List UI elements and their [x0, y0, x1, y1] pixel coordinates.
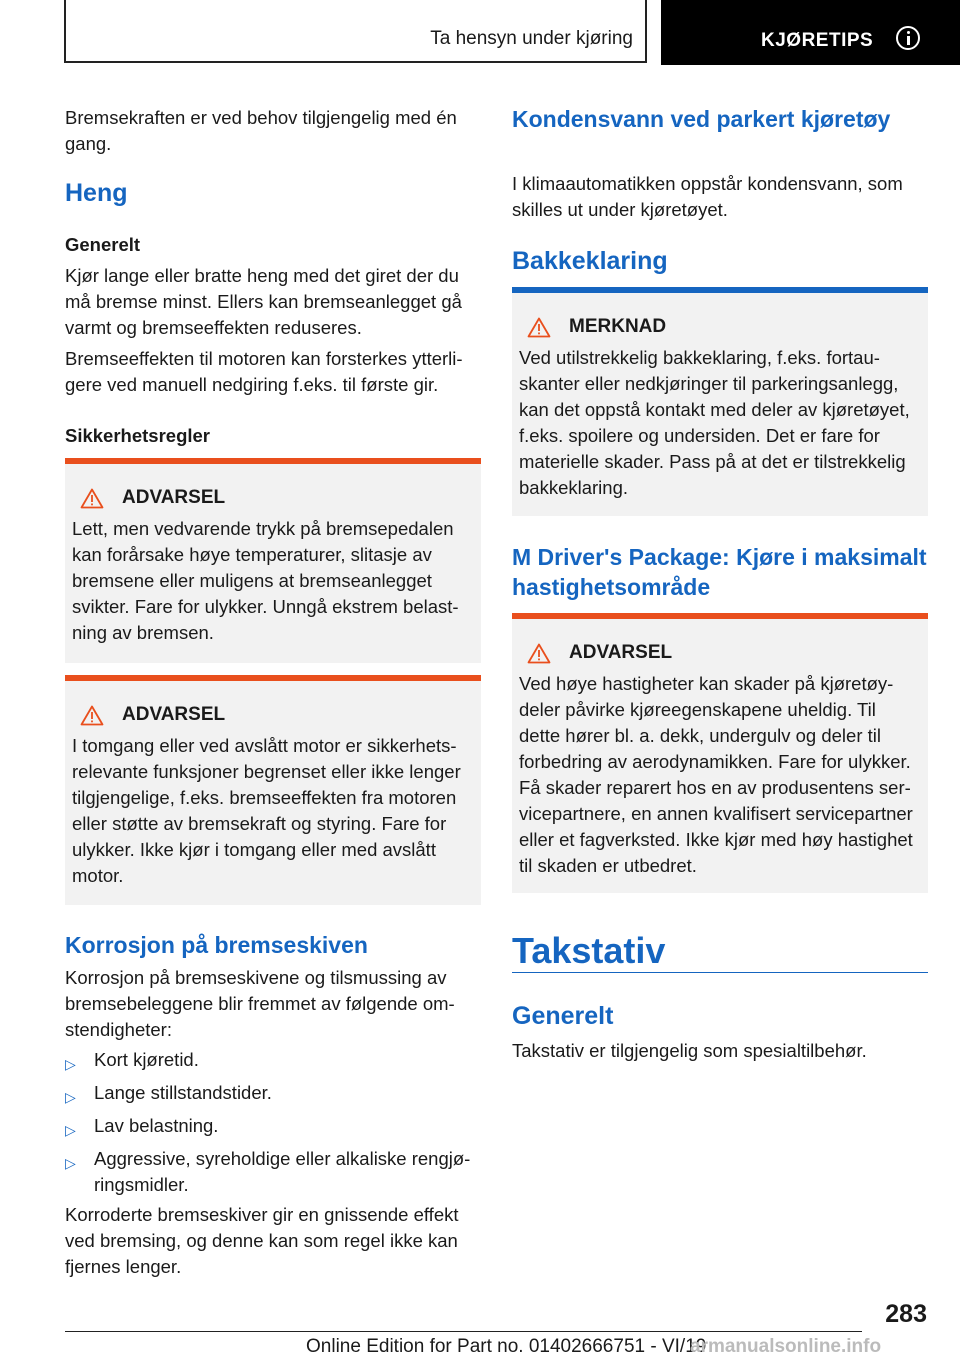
heading-korrosjon: Korrosjon på bremseskiven [65, 932, 368, 958]
paragraph-heng-1: Kjør lange eller bratte heng med det giret der du må bremse minst. Ellers kan bremseanlegget gå varmt og bremseeffekten reduseres. [65, 265, 462, 338]
warning-triangle-icon [527, 317, 551, 338]
heading-bakkeklaring: Bakkeklaring [512, 247, 668, 275]
list-item: ▷ Lav belastning. [65, 1113, 481, 1139]
heading-kondensvann: Kondensvann ved parkert kjøretøy [512, 106, 891, 132]
watermark: armanualsonline.info [690, 1336, 882, 1357]
note-box [512, 287, 928, 516]
warning-triangle-icon [527, 643, 551, 664]
list-item: ▷ Aggressive, syreholdige eller alkaliske rengjø-ringsmidler. [65, 1148, 471, 1195]
paragraph-takstativ: Takstativ er tilgjengelig som spesialtilbehør. [512, 1040, 867, 1061]
paragraph-closing: Korroderte bremseskiver gir en gnissende effekt ved bremsing, og denne kan som regel ikke kan fjernes lenger. [65, 1204, 459, 1277]
warning-label: ADVARSEL [122, 704, 226, 725]
paragraph-kondensvann: I klimaautomatikken oppstår kondensvann, som skilles ut under kjøretøyet. [512, 173, 903, 220]
chapter-divider [512, 972, 928, 973]
warning-box [512, 613, 928, 893]
info-icon [896, 26, 920, 50]
warning-text: I tomgang eller ved avslått motor er sikkerhets-relevante funksjoner begrenset eller ikke lenger tilgjengelige, f.eks. bremseeffekten fra motoren eller støtte av bremsekraft og styring. Fare for ulykker. Ikke kjør i tomgang eller med avslått motor. [72, 735, 461, 886]
heading-takstativ: Takstativ [512, 930, 666, 971]
list-item: ▷ Lange stillstandstider. [65, 1080, 481, 1106]
warning-box [65, 675, 481, 905]
triangle-bullet-icon: ▷ [65, 1056, 76, 1072]
warning-box [65, 458, 481, 663]
note-label: MERKNAD [569, 316, 667, 337]
warning-text: Lett, men vedvarende trykk på bremsepedalen kan forårsake høye temperaturer, slitasje av bremsene eller muligens at bremseanlegget svikter. Fare for ulykker. Unngå ekstrem belast-ning av bremsen. [72, 518, 459, 643]
header-chapter-title: KJØRETIPS [761, 30, 874, 51]
edition-text: Online Edition for Part no. 01402666751 - VI/19 [306, 1336, 707, 1357]
warning-triangle-icon [80, 705, 104, 726]
note-text: Ved utilstrekkelig bakkeklaring, f.eks. fortau-skanter eller nedkjøringer til parkeringsanlegg, kan det oppstå kontakt med deler av kjøretøyet, f.eks. spoilere og undersiden. Det er fare for materielle skader. Pass på at det er tilstrekkelig bakkeklaring. [519, 347, 910, 498]
page-number: 283 [885, 1300, 927, 1328]
heading-generelt-takstativ: Generelt [512, 1002, 614, 1030]
footer-divider [65, 1331, 862, 1332]
triangle-bullet-icon: ▷ [65, 1089, 76, 1105]
warning-label: ADVARSEL [122, 487, 226, 508]
warning-text: Ved høye hastigheter kan skader på kjøretøy-deler påvirke kjøreegenskapene uheldig. Til dette hører bl. a. dekk, undergulv og deler til forbedring av aerodynamikken. Fare for ulykker. Få skader reparert hos en av produsentens ser-vicepartnere, en annen kvalifisert servicepartner eller et fagverksted. Ikke kjør med høy hastighet til skaden er utbedret. [519, 673, 913, 876]
subheading-generelt: Generelt [65, 234, 141, 255]
triangle-bullet-icon: ▷ [65, 1155, 76, 1171]
header-section-tab [64, 0, 647, 63]
intro-paragraph: Bremsekraften er ved behov tilgjengelig med én gang. [65, 107, 457, 154]
circumstances-list [65, 1047, 481, 1198]
header-chapter-tab [661, 0, 960, 65]
paragraph-heng-2: Bremseeffekten til motoren kan forsterkes ytterli-gere ved manuell nedgiring f.eks. til første gir. [65, 348, 463, 395]
heading-heng: Heng [65, 179, 128, 207]
subheading-sikkerhetsregler: Sikkerhetsregler [65, 425, 211, 446]
triangle-bullet-icon: ▷ [65, 1122, 76, 1138]
warning-label: ADVARSEL [569, 642, 673, 663]
heading-m-drivers-package: M Driver's Package: Kjøre i maksimalt hastighetsområde [512, 544, 927, 600]
warning-triangle-icon [80, 488, 104, 509]
paragraph-korrosjon: Korrosjon på bremseskivene og tilsmussing av bremsebeleggene blir fremmet av følgende om-stendigheter: [65, 967, 455, 1040]
header-section-title: Ta hensyn under kjøring [430, 28, 633, 49]
list-item: ▷ Kort kjøretid. [65, 1047, 481, 1073]
